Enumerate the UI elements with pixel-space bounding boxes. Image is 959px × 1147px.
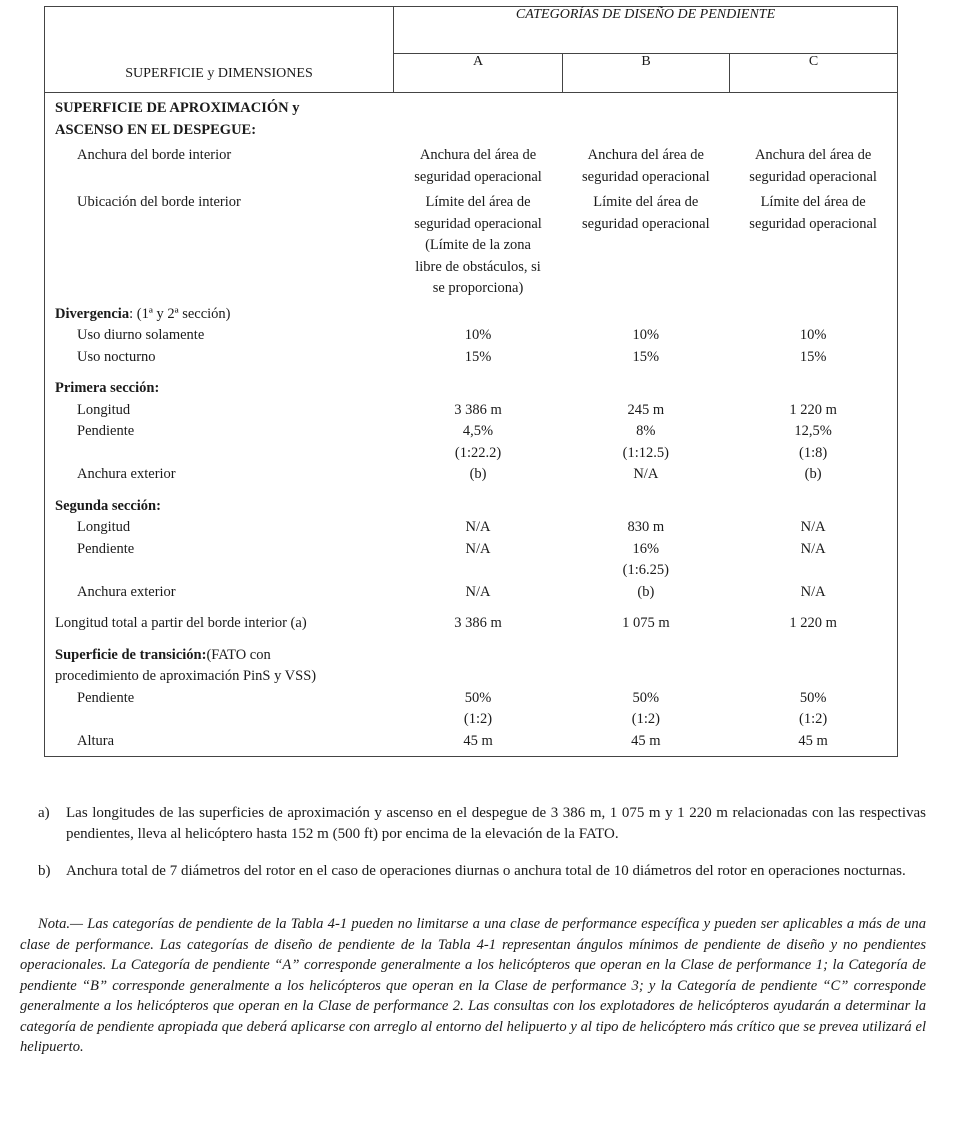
- cell-text: (Límite de la zona: [425, 237, 531, 253]
- table-row: [45, 560, 897, 582]
- table-row: [45, 709, 897, 731]
- footnote-b: [38, 861, 926, 882]
- second-slope-b: 16%: [632, 540, 660, 557]
- second-section-title: Segunda sección:: [55, 497, 161, 514]
- table-row-inner-width: [45, 145, 897, 188]
- first-length-c: 1 220 m: [789, 401, 837, 418]
- table-row: [45, 582, 897, 604]
- nota-paragraph: Nota.— Las categorías de pendiente de la Tabla 4-1 pueden no limitarse a una clase de performance específica y pueden ser aplicables a más de una clase de performance. Las categorías de diseño de pendiente de la Tabla 4-1 representan ángulos mínimos de pendiente de diseño y no pendientes operacionales. La Categoría de pendiente “A” corresponde generalmente a los helicópteros que operan en la Clase de performance 1; la Categoría de pendiente “B” corresponde generalmente a los helicópteros que operan en la Clase de performance 3; y la Categoría de pendiente “C” corresponde generalmente a los helicópteros que operan en la Clase de performance 2. Las consultas con los explotadores de helicópteros ayudarán a determinar la categoría de pendiente apropiada que deberá aplicarse con arreglo al entorno del helipuerto y al tipo de helicóptero más crítico que se prevea utilizará el helipuerto.: [20, 916, 926, 1055]
- transition-slope-a: 50%: [464, 689, 492, 706]
- first-slope-b: 8%: [636, 423, 656, 439]
- transition-ratio-a: (1:2): [463, 711, 493, 727]
- second-ratio-c: [729, 560, 897, 582]
- total-length-c: 1 220 m: [789, 615, 837, 631]
- second-outer-width-label: Anchura exterior: [77, 583, 176, 600]
- table-row: [45, 98, 897, 120]
- approach-title-line1: SUPERFICIE DE APROXIMACIÓN y: [55, 100, 300, 116]
- table-row: [45, 539, 897, 561]
- first-outer-width-a: (b): [469, 466, 487, 482]
- divergence-day-b: 10%: [632, 327, 660, 343]
- inner-location-a: [394, 192, 563, 300]
- cell-text: Anchura del área de: [587, 147, 704, 163]
- table-row: [45, 421, 897, 443]
- header-category-c: C: [730, 54, 898, 93]
- second-length-c: N/A: [800, 519, 826, 535]
- second-length-b: 830 m: [627, 519, 665, 535]
- header-category-b: B: [563, 54, 730, 93]
- cell-text: seguridad operacional: [414, 215, 542, 232]
- table-row: [45, 443, 897, 465]
- divergence-title-rest: : (1ª y 2ª sección): [129, 305, 231, 322]
- divergence-day-label: Uso diurno solamente: [77, 327, 205, 343]
- table-row: [45, 400, 897, 422]
- total-length-a: 3 386 m: [454, 615, 502, 631]
- transition-slope-c: 50%: [799, 689, 827, 706]
- first-slope-a: 4,5%: [462, 423, 494, 439]
- transition-ratio-b: (1:2): [631, 711, 660, 727]
- first-slope-c: 12,5%: [794, 423, 832, 439]
- cell-text: libre de obstáculos, si: [415, 258, 541, 275]
- table-row-total-length: [45, 613, 897, 635]
- second-slope-a: N/A: [465, 540, 491, 557]
- inner-width-c: [729, 145, 897, 188]
- first-length-a: 3 386 m: [454, 401, 502, 418]
- divergence-night-label: Uso nocturno: [77, 348, 156, 365]
- header-slope-categories: CATEGORÍAS DE DISEÑO DE PENDIENTE: [394, 7, 898, 54]
- cell-text: seguridad operacional: [749, 168, 877, 185]
- inner-location-b: [562, 192, 729, 300]
- second-length-label: Longitud: [77, 519, 131, 535]
- cell-text: Anchura del área de: [419, 147, 537, 163]
- first-slope-label: Pendiente: [77, 423, 135, 439]
- table-row: [45, 347, 897, 369]
- cell-text: se proporciona): [432, 280, 524, 296]
- cell-text: Límite del área de: [760, 194, 866, 210]
- divergence-night-a: 15%: [464, 348, 492, 365]
- transition-height-label: Altura: [77, 732, 115, 749]
- second-ratio-a: [394, 560, 563, 582]
- divergence-day-c: 10%: [799, 327, 827, 343]
- footnote-a-text: Las longitudes de las superficies de aproximación y ascenso en el despegue de 3 386 m, 1 075 m y 1 220 m relacionadas con las respectivas pendientes, lleva al helicóptero hasta 152 m (500 ft) por encima de la elevación de la FATO.: [66, 805, 926, 842]
- approach-title-line2: ASCENSO EN EL DESPEGUE:: [55, 121, 257, 138]
- first-length-b: 245 m: [627, 401, 665, 418]
- transition-slope-label: Pendiente: [77, 689, 135, 706]
- transition-height-a: 45 m: [463, 732, 493, 749]
- table-row: [45, 496, 897, 518]
- footnote-a-letter: a): [38, 805, 50, 821]
- inner-location-label: Ubicación del borde interior: [77, 194, 241, 210]
- transition-title: [45, 645, 394, 667]
- cell-text: Límite del área de: [593, 194, 699, 210]
- table-row: [45, 517, 897, 539]
- first-ratio-c: (1:8): [799, 444, 828, 461]
- table-row: [45, 666, 897, 688]
- header-category-a: A: [394, 54, 563, 93]
- transition-height-b: 45 m: [631, 732, 661, 749]
- inner-width-b: [562, 145, 729, 188]
- inner-width-label: Anchura del borde interior: [77, 147, 232, 163]
- first-ratio-a: (1:22.2): [454, 444, 502, 461]
- table-row: [45, 645, 897, 667]
- cell-text: seguridad operacional: [749, 215, 877, 232]
- inner-location-c: [729, 192, 897, 300]
- footnote-b-text: Anchura total de 7 diámetros del rotor en el caso de operaciones diurnas o anchura total de 10 diámetros del rotor en operaciones nocturnas.: [66, 863, 906, 879]
- divergence-title: [45, 304, 394, 326]
- second-outer-width-a: N/A: [465, 583, 491, 600]
- header-surface-dimensions: SUPERFICIE y DIMENSIONES: [45, 7, 394, 93]
- transition-title-rest: (FATO con: [206, 646, 271, 663]
- cell-text: seguridad operacional: [582, 215, 710, 232]
- first-length-label: Longitud: [77, 401, 131, 418]
- divergence-night-c: 15%: [799, 348, 827, 365]
- transition-height-c: 45 m: [798, 732, 828, 749]
- second-slope-c: N/A: [800, 540, 826, 557]
- second-length-a: N/A: [465, 519, 491, 535]
- second-outer-width-b: (b): [637, 583, 655, 600]
- transition-title-bold: Superficie de transición:: [55, 646, 207, 663]
- cell-text: Anchura del área de: [754, 147, 872, 163]
- footnote-a: [38, 803, 926, 845]
- first-outer-width-c: (b): [804, 466, 822, 482]
- table-row: [45, 731, 897, 753]
- table-row-inner-location: [45, 192, 897, 300]
- cell-text: Límite del área de: [425, 194, 531, 210]
- divergence-title-bold: Divergencia: [55, 305, 130, 322]
- transition-ratio-c: (1:2): [799, 711, 828, 727]
- cell-text: seguridad operacional: [414, 168, 542, 185]
- slope-design-table: [44, 6, 898, 757]
- divergence-night-b: 15%: [632, 348, 660, 365]
- table-row: [45, 378, 897, 400]
- table-row: [45, 304, 897, 326]
- footnote-b-letter: b): [38, 863, 51, 879]
- transition-slope-b: 50%: [632, 689, 660, 706]
- first-ratio-b: (1:12.5): [622, 444, 669, 461]
- table-row: [45, 464, 897, 486]
- table-row: [45, 688, 897, 710]
- total-length-label: Longitud total a partir del borde interior (a): [55, 615, 307, 631]
- second-slope-label: Pendiente: [77, 540, 135, 557]
- table-row: [45, 120, 897, 142]
- transition-title-line2: procedimiento de aproximación PinS y VSS): [55, 668, 317, 684]
- second-ratio-b: (1:6.25): [622, 562, 669, 578]
- inner-width-a: [394, 145, 563, 188]
- second-outer-width-c: N/A: [800, 583, 826, 600]
- cell-text: seguridad operacional: [582, 168, 710, 185]
- divergence-day-a: 10%: [464, 327, 492, 343]
- total-length-b: 1 075 m: [622, 615, 670, 631]
- first-outer-width-label: Anchura exterior: [77, 466, 176, 482]
- first-section-title: Primera sección:: [55, 380, 160, 396]
- first-outer-width-b: N/A: [633, 466, 659, 482]
- table-row: [45, 325, 897, 347]
- table-body: [45, 93, 898, 757]
